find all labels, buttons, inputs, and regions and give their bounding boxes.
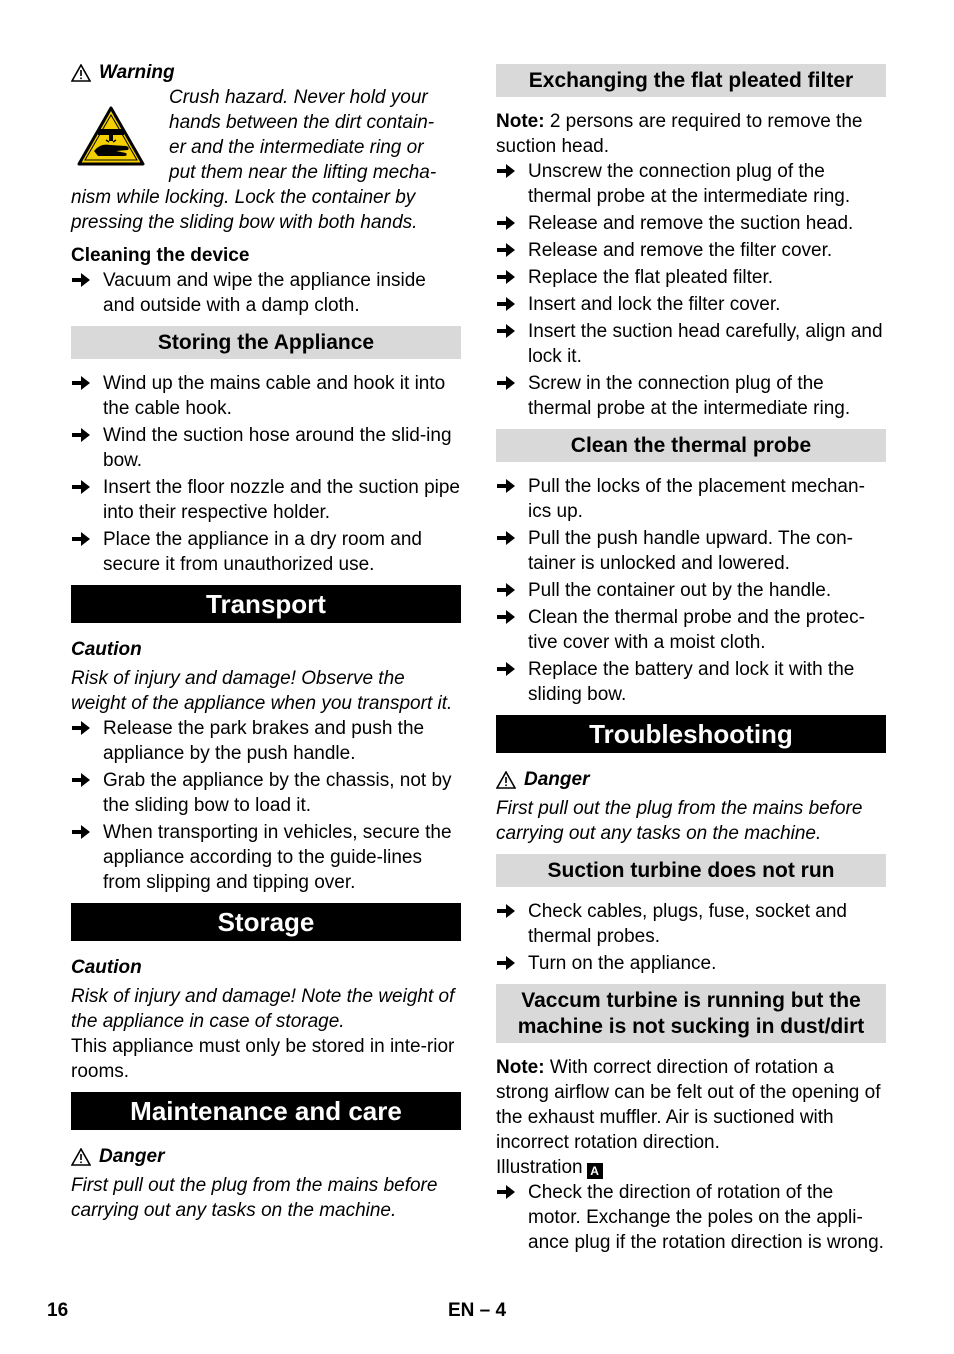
step-item: Check cables, plugs, fuse, socket and thermal probes. <box>496 899 886 949</box>
cleaning-steps <box>71 268 461 318</box>
step-item: When transporting in vehicles, secure the appliance according to the guide-lines from slipping and tipping over. <box>71 820 461 895</box>
danger-text: First pull out the plug from the mains before carrying out any tasks on the machine. <box>71 1175 438 1221</box>
turbine-running-steps <box>496 1180 886 1255</box>
danger-label: Danger <box>71 1144 461 1169</box>
arrow-right-icon <box>496 903 516 919</box>
step-item: Place the appliance in a dry room and secure it from unauthorized use. <box>71 527 461 577</box>
arrow-right-icon <box>496 609 516 625</box>
warning-triangle-icon <box>496 771 516 789</box>
probe-steps <box>496 474 886 707</box>
arrow-right-icon <box>71 479 91 495</box>
danger-text: First pull out the plug from the mains before carrying out any tasks on the machine. <box>496 798 863 844</box>
illustration-reference: Illustration A <box>496 1155 886 1180</box>
step-item: Clean the thermal probe and the protec-tive cover with a moist cloth. <box>496 605 886 655</box>
arrow-right-icon <box>71 531 91 547</box>
step-item: Turn on the appliance. <box>496 951 886 976</box>
step-item: Vacuum and wipe the appliance inside and outside with a damp cloth. <box>71 268 461 318</box>
page-number: 16 <box>47 1300 69 1321</box>
left-column <box>71 60 461 1223</box>
filter-steps <box>496 159 886 421</box>
arrow-right-icon <box>496 582 516 598</box>
arrow-right-icon <box>496 269 516 285</box>
caution-text: Risk of injury and damage! Observe the weight of the appliance when you transport it. <box>71 668 453 714</box>
arrow-right-icon <box>496 530 516 546</box>
step-item: Screw in the connection plug of the thermal probe at the intermediate ring. <box>496 371 886 421</box>
storing-steps <box>71 371 461 577</box>
caution-label: Caution <box>71 957 142 978</box>
note-paragraph: Note: With correct direction of rotation a strong airflow can be felt out of the opening of the exhaust muffler. Air is suctioned with incorrect rotation direction. <box>496 1057 881 1153</box>
section-title-probe: Clean the thermal probe <box>496 429 886 462</box>
danger-label: Danger <box>496 767 886 792</box>
warning-triangle-icon <box>71 1148 91 1166</box>
section-title-maintenance: Maintenance and care <box>71 1092 461 1130</box>
arrow-right-icon <box>71 427 91 443</box>
arrow-right-icon <box>71 720 91 736</box>
step-item: Pull the locks of the placement mechan-ics up. <box>496 474 886 524</box>
step-item: Grab the appliance by the chassis, not by the sliding bow to load it. <box>71 768 461 818</box>
arrow-right-icon <box>496 215 516 231</box>
warning-label: Warning <box>71 60 461 85</box>
step-item: Unscrew the connection plug of the thermal probe at the intermediate ring. <box>496 159 886 209</box>
arrow-right-icon <box>496 661 516 677</box>
section-title-filter: Exchanging the flat pleated filter <box>496 64 886 97</box>
right-column <box>496 64 886 1257</box>
step-item: Release and remove the suction head. <box>496 211 886 236</box>
cleaning-heading: Cleaning the device <box>71 245 250 266</box>
step-item: Insert the suction head carefully, align and lock it. <box>496 319 886 369</box>
caution-text: Risk of injury and damage! Note the weight of the appliance in case of storage. <box>71 986 455 1032</box>
arrow-right-icon <box>496 955 516 971</box>
step-item: Pull the container out by the handle. <box>496 578 886 603</box>
turbine-not-run-steps <box>496 899 886 976</box>
section-title-storing: Storing the Appliance <box>71 326 461 359</box>
step-item: Pull the push handle upward. The con-tainer is unlocked and lowered. <box>496 526 886 576</box>
step-item: Wind the suction hose around the slid-ing bow. <box>71 423 461 473</box>
step-item: Insert the floor nozzle and the suction pipe into their respective holder. <box>71 475 461 525</box>
arrow-right-icon <box>71 824 91 840</box>
section-title-transport: Transport <box>71 585 461 623</box>
step-item: Release and remove the filter cover. <box>496 238 886 263</box>
step-item: Release the park brakes and push the appliance by the push handle. <box>71 716 461 766</box>
step-item: Replace the flat pleated filter. <box>496 265 886 290</box>
step-item: Check the direction of rotation of the motor. Exchange the poles on the appli-ance plug if the rotation direction is wrong. <box>496 1180 886 1255</box>
arrow-right-icon <box>496 478 516 494</box>
caution-label: Caution <box>71 639 142 660</box>
transport-steps <box>71 716 461 895</box>
arrow-right-icon <box>496 163 516 179</box>
warning-triangle-icon <box>71 64 91 82</box>
step-item: Insert and lock the filter cover. <box>496 292 886 317</box>
illustration-a-icon: A <box>587 1163 603 1179</box>
arrow-right-icon <box>496 242 516 258</box>
section-title-turbine-not-run: Suction turbine does not run <box>496 854 886 887</box>
section-title-troubleshooting: Troubleshooting <box>496 715 886 753</box>
step-item: Wind up the mains cable and hook it into the cable hook. <box>71 371 461 421</box>
arrow-right-icon <box>71 272 91 288</box>
arrow-right-icon <box>71 772 91 788</box>
arrow-right-icon <box>496 1184 516 1200</box>
arrow-right-icon <box>496 323 516 339</box>
note-paragraph: Note: 2 persons are required to remove the suction head. <box>496 111 863 157</box>
storage-text: This appliance must only be stored in inte-rior rooms. <box>71 1036 455 1082</box>
warning-block: Warning Crush hazard. Never hold your hands between the dirt contain- er and the intermediate ring or put them near the lifting mecha- nism while locking. Lock the container by pressing the sliding bow with both hands. <box>71 60 461 235</box>
crush-hazard-icon <box>76 105 146 167</box>
section-title-storage: Storage <box>71 903 461 941</box>
arrow-right-icon <box>71 375 91 391</box>
arrow-right-icon <box>496 296 516 312</box>
arrow-right-icon <box>496 375 516 391</box>
step-item: Replace the battery and lock it with the sliding bow. <box>496 657 886 707</box>
page-code: EN – 4 <box>448 1300 507 1321</box>
section-title-turbine-running: Vaccum turbine is running but the machine is not sucking in dust/dirt <box>496 984 886 1043</box>
